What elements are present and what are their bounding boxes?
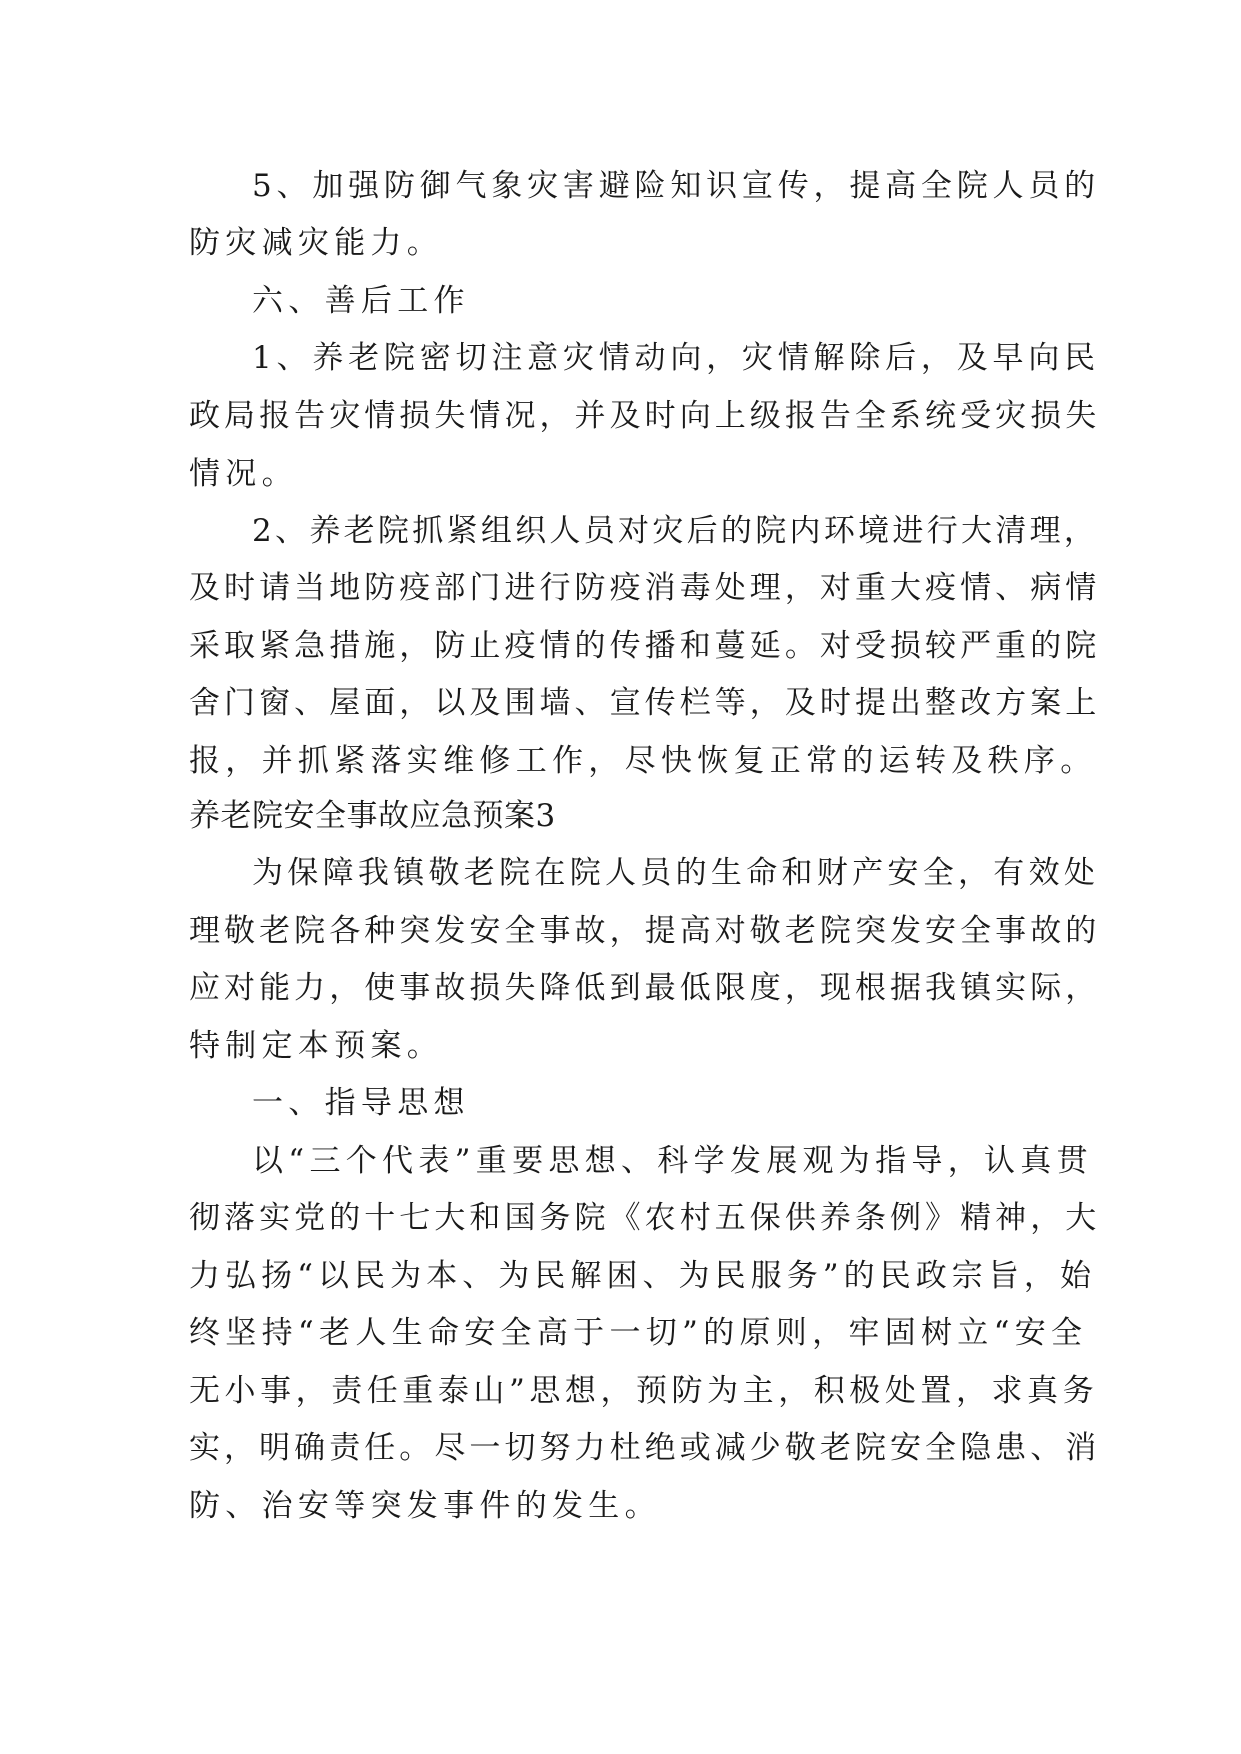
paragraph-line: 5、加强防御气象灾害避险知识宣传，提高全院人员的 <box>252 168 1100 204</box>
paragraph-line: 1、养老院密切注意灾情动向，灾情解除后，及早向民 <box>252 340 1100 376</box>
document-title: 养老院安全事故应急预案3 <box>189 798 556 834</box>
paragraph-line: 以“三个代表”重要思想、科学发展观为指导，认真贯 <box>252 1143 1093 1179</box>
paragraph-line: 政局报告灾情损失情况，并及时向上级报告全系统受灾损失 <box>189 398 1101 434</box>
paragraph-line: 防、治安等突发事件的发生。 <box>189 1488 661 1524</box>
paragraph-line: 情况。 <box>189 456 298 492</box>
paragraph-line: 2、养老院抓紧组织人员对灾后的院内环境进行大清理， <box>252 513 1099 549</box>
paragraph-line: 报，并抓紧落实维修工作，尽快恢复正常的运转及秩序。 <box>189 743 1097 779</box>
paragraph-line: 及时请当地防疫部门进行防疫消毒处理，对重大疫情、病情 <box>189 570 1101 606</box>
paragraph-line: 采取紧急措施，防止疫情的传播和蔓延。对受损较严重的院 <box>189 628 1101 664</box>
paragraph-line: 力弘扬“以民为本、为民解困、为民服务”的民政宗旨，始 <box>189 1258 1096 1294</box>
paragraph-line: 为保障我镇敬老院在院人员的生命和财产安全，有效处 <box>252 855 1100 891</box>
paragraph-line: 应对能力，使事故损失降低到最低限度，现根据我镇实际， <box>189 970 1101 1006</box>
section-heading: 一、指导思想 <box>252 1085 470 1121</box>
paragraph-line: 特制定本预案。 <box>189 1028 444 1064</box>
paragraph-line: 终坚持“老人生命安全高于一切”的原则，牢固树立“安全 <box>189 1315 1088 1351</box>
paragraph-line: 防灾减灾能力。 <box>189 225 444 261</box>
section-heading: 六、善后工作 <box>252 283 470 319</box>
paragraph-line: 舍门窗、屋面，以及围墙、宣传栏等，及时提出整改方案上 <box>189 685 1101 721</box>
paragraph-line: 理敬老院各种突发安全事故，提高对敬老院突发安全事故的 <box>189 913 1101 949</box>
paragraph-line: 无小事，责任重泰山”思想，预防为主，积极处置，求真务 <box>189 1373 1099 1409</box>
paragraph-line: 实，明确责任。尽一切努力杜绝或减少敬老院安全隐患、消 <box>189 1430 1101 1466</box>
paragraph-line: 彻落实党的十七大和国务院《农村五保供养条例》精神，大 <box>189 1200 1101 1236</box>
